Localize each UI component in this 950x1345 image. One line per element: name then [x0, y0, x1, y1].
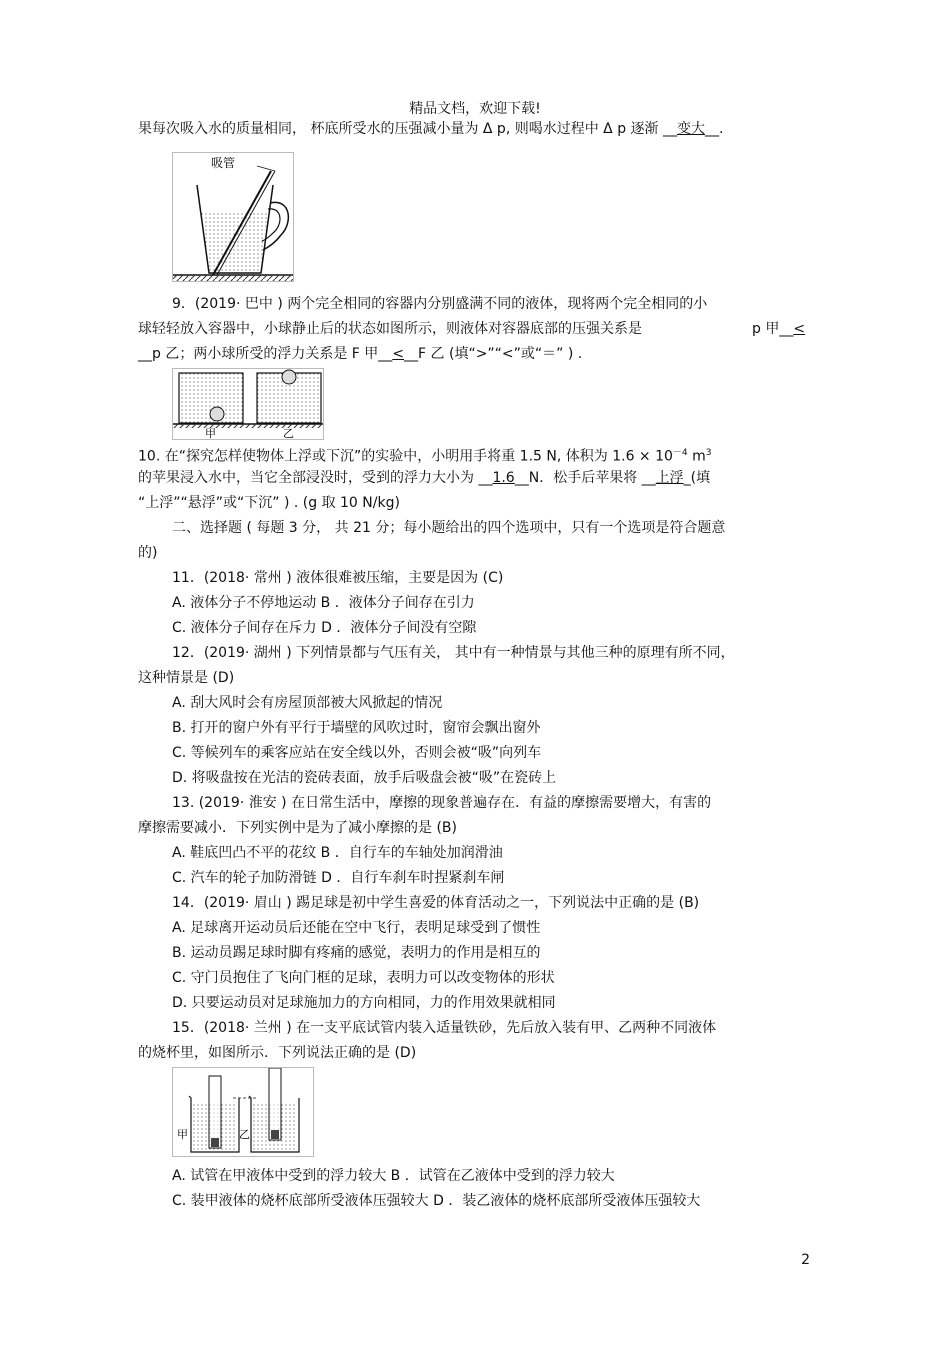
q10-answer2: 上浮 [655, 470, 684, 486]
container-right-label: 乙 [283, 427, 294, 439]
q13-stem: 13. (2019· 淮安 ) 在日常生活中，摩擦的现象普遍存在．有益的摩擦需要增大，有害的 [172, 795, 712, 811]
q9-answer1: < [793, 321, 806, 337]
two-containers-figure [172, 368, 324, 440]
q12-option-d: D. 将吸盘按在光洁的瓷砖表面，放手后吸盘会被“吸”在瓷砖上 [172, 770, 557, 786]
q9-line2: 球轻轻放入容器中，小球静止后的状态如图所示，则液体对容器底部的压强关系是 [138, 321, 642, 337]
cup-straw-drawing [173, 153, 293, 281]
q12-option-b: B. 打开的窗户外有平行于墙壁的风吹过时，窗帘会飘出窗外 [172, 720, 541, 736]
q10-answer1: 1.6 [492, 470, 515, 486]
q10-line3: “上浮”“悬浮”或“下沉” ) . (g 取 10 N/kg) [138, 495, 400, 511]
q9-answer2: < [392, 346, 405, 362]
two-containers-drawing [173, 369, 323, 439]
q9-line2-tail: p 甲__< [752, 321, 806, 337]
beaker-right-label: 乙 [239, 1128, 250, 1141]
q14-option-a: A. 足球离开运动员后还能在空中飞行，表明足球受到了惯性 [172, 920, 541, 936]
q8-line: 果每次吸入水的质量相同， 杯底所受水的压强减小量为 Δ p, 则喝水过程中 Δ p 逐渐 __变大__. [138, 121, 724, 137]
beakers-testtube-drawing [173, 1068, 313, 1156]
q13-stem-cont: 摩擦需要减小．下列实例中是为了减小摩擦的是 (B) [138, 820, 457, 836]
section2-title-cont: 的) [138, 545, 158, 561]
page-number: 2 [801, 1252, 810, 1268]
q9-line1: 9．(2019· 巴中 ) 两个完全相同的容器内分别盛满不同的液体，现将两个完全相同的小 [172, 296, 708, 312]
q11-stem: 11．(2018· 常州 ) 液体很难被压缩，主要是因为 (C) [172, 570, 504, 586]
q14-stem: 14．(2019· 眉山 ) 踢足球是初中学生喜爱的体育活动之一，下列说法中正确的是 (B) [172, 895, 700, 911]
straw-label: 吸管 [211, 156, 236, 170]
q10-line1: 10. 在“探究怎样使物体上浮或下沉”的实验中，小明用手将重 1.5 N, 体积为 $1.6 \times 10^{-4}$ $m^3$ [138, 448, 712, 465]
q15-options-ab: A. 试管在甲液体中受到的浮力较大 B ．试管在乙液体中受到的浮力较大 [172, 1168, 615, 1184]
q15-stem-cont: 的烧杯里，如图所示．下列说法正确的是 (D) [138, 1045, 417, 1061]
page-header: 精品文档，欢迎下载! [409, 101, 541, 117]
q14-option-b: B. 运动员踢足球时脚有疼痛的感觉，表明力的作用是相互的 [172, 945, 541, 961]
container-left-label: 甲 [205, 427, 216, 439]
q8-answer: 变大 [676, 121, 705, 137]
q15-stem: 15．(2018· 兰州 ) 在一支平底试管内装入适量铁砂，先后放入装有甲、乙两种不同液体 [172, 1020, 717, 1036]
q11-options-cd: C. 液体分子间存在斥力 D ．液体分子间没有空隙 [172, 620, 477, 636]
q14-option-d: D. 只要运动员对足球施加力的方向相同，力的作用效果就相同 [172, 995, 556, 1011]
q13-options-cd: C. 汽车的轮子加防滑链 D ．自行车刹车时捏紧刹车闸 [172, 870, 505, 886]
beaker-left-label: 甲 [177, 1128, 188, 1141]
q14-option-c: C. 守门员抱住了飞向门框的足球，表明力可以改变物体的形状 [172, 970, 555, 986]
beakers-testtube-figure [172, 1067, 314, 1157]
q10-line2: 的苹果浸入水中，当它全部浸没时，受到的浮力大小为 __1.6__N．松手后苹果将 __上浮_(填 [138, 470, 711, 486]
section2-title: 二、选择题 ( 每题 3 分， 共 21 分；每小题给出的四个选项中，只有一个选项是符合题意 [172, 520, 726, 536]
cup-straw-figure [172, 152, 294, 282]
q12-option-c: C. 等候列车的乘客应站在安全线以外，否则会被“吸”向列车 [172, 745, 542, 761]
q12-option-a: A. 刮大风时会有房屋顶部被大风掀起的情况 [172, 695, 443, 711]
q13-options-ab: A. 鞋底凹凸不平的花纹 B ．自行车的车轴处加润滑油 [172, 845, 503, 861]
q11-options-ab: A. 液体分子不停地运动 B ．液体分子间存在引力 [172, 595, 475, 611]
q12-stem-cont: 这种情景是 (D) [138, 670, 235, 686]
q9-line3: __p 乙；两小球所受的浮力关系是 F 甲__<__F 乙 (填“>”“<”或“＝” ) . [138, 346, 583, 362]
q12-stem: 12．(2019· 湖州 ) 下列情景都与气压有关， 其中有一种情景与其他三种的原理有所不同， [172, 645, 735, 661]
q15-options-cd: C. 装甲液体的烧杯底部所受液体压强较大 D ．装乙液体的烧杯底部所受液体压强较大 [172, 1193, 701, 1209]
